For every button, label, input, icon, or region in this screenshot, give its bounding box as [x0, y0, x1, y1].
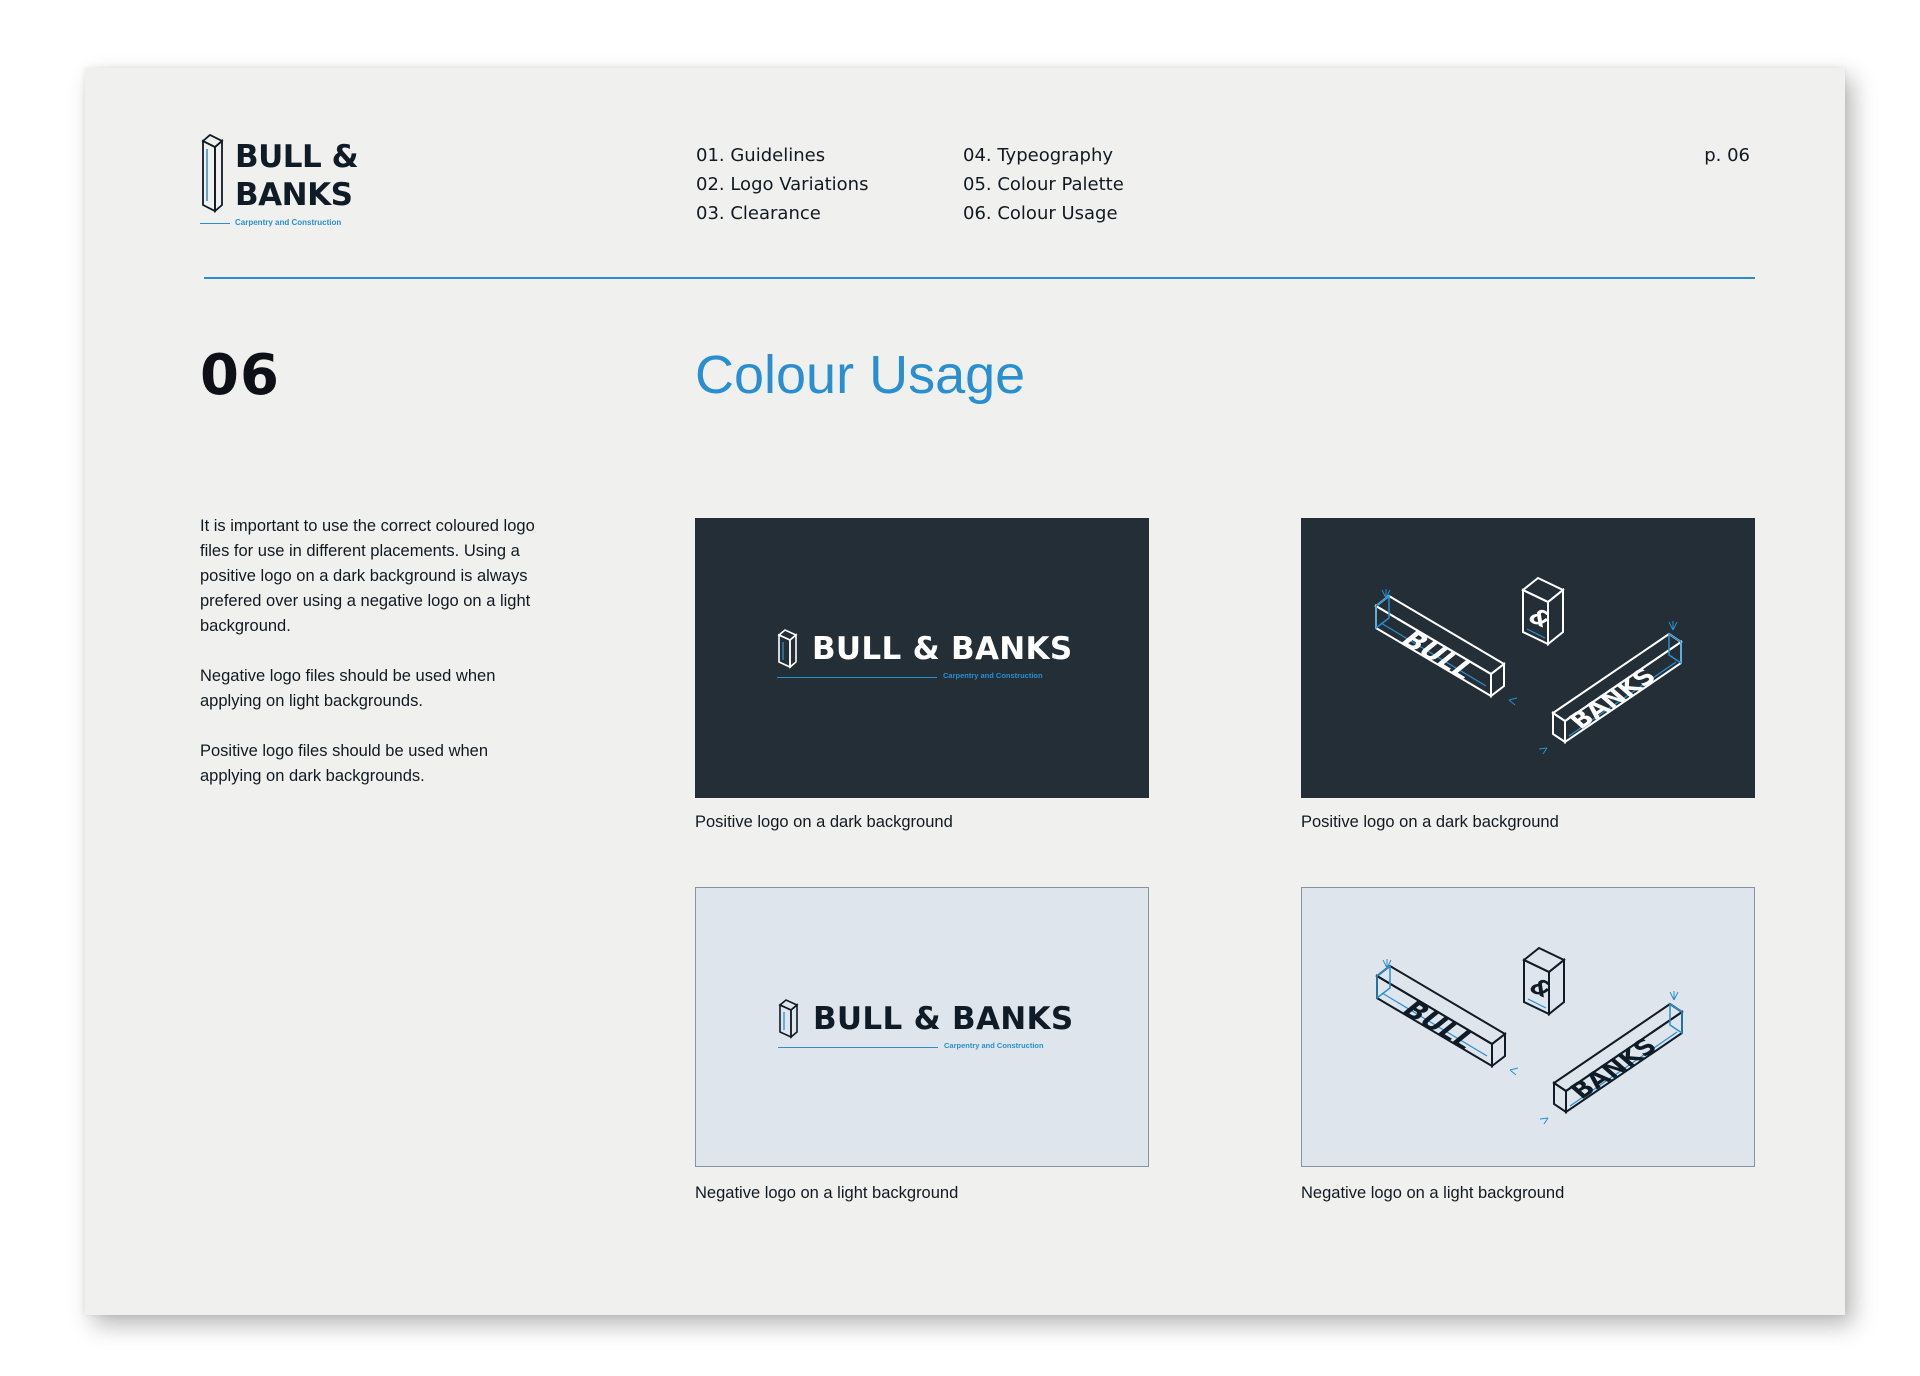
- nav-item-colour-palette[interactable]: 05. Colour Palette: [963, 174, 1124, 195]
- body-paragraph: Negative logo files should be used when applying on light backgrounds.: [200, 667, 496, 710]
- page-number: p. 06: [1704, 145, 1750, 166]
- panel-caption: Positive logo on a dark background: [1301, 813, 1559, 831]
- nav-item-guidelines[interactable]: 01. Guidelines: [696, 145, 826, 166]
- section-number: 06: [200, 343, 280, 408]
- body-paragraph: Positive logo files should be used when applying on dark backgrounds.: [200, 742, 489, 785]
- panel-caption: Negative logo on a light background: [1301, 1184, 1565, 1202]
- panel-caption: Negative logo on a light background: [695, 1184, 959, 1202]
- logo-mark-icon: [777, 629, 803, 669]
- nav-item-clearance[interactable]: 03. Clearance: [696, 203, 821, 224]
- header-divider: [204, 277, 1755, 279]
- ampersand-block-icon: [1523, 948, 1564, 1014]
- nav-column-1: [696, 141, 868, 228]
- panel-tagline: Carpentry and Construction: [943, 671, 1043, 680]
- logo-rule: [200, 223, 230, 224]
- panel-tagline: Carpentry and Construction: [944, 1041, 1044, 1050]
- isometric-blocks-illustration: [1302, 888, 1755, 1167]
- brand-name-line2: BANKS: [235, 177, 353, 213]
- block-word-bull: BULL: [1394, 996, 1483, 1055]
- panel-positive-blocks: [1301, 518, 1755, 798]
- guideline-page: [85, 68, 1845, 1315]
- banks-block-icon: [1539, 621, 1681, 754]
- block-word-ampersand: &: [1523, 974, 1558, 1003]
- block-word-banks: BANKS: [1563, 1032, 1664, 1104]
- logo-mark-icon: [778, 999, 804, 1039]
- panel-caption: Positive logo on a dark background: [695, 813, 953, 831]
- bull-block-icon: [1377, 959, 1518, 1075]
- bull-block-icon: [1376, 589, 1517, 705]
- wordmark-rule: [777, 677, 937, 678]
- panel-positive-wordmark: [695, 518, 1149, 798]
- brand-name-line1: BULL &: [235, 139, 359, 175]
- block-word-bull: BULL: [1393, 626, 1482, 685]
- block-word-ampersand: &: [1522, 604, 1557, 633]
- panel-negative-blocks: [1301, 887, 1755, 1167]
- brand-tagline: Carpentry and Construction: [235, 218, 342, 227]
- nav-column-2: [963, 141, 1124, 228]
- isometric-blocks-illustration: [1301, 518, 1755, 798]
- ampersand-block-icon: [1522, 578, 1563, 644]
- section-title: Colour Usage: [695, 345, 1026, 405]
- panel-negative-wordmark: [695, 887, 1149, 1167]
- nav-item-typeography[interactable]: 04. Typeography: [963, 145, 1114, 166]
- brand-wordmark: [235, 138, 358, 214]
- banks-block-icon: [1540, 991, 1682, 1124]
- panel-wordmark: BULL & BANKS: [813, 1001, 1074, 1037]
- logo-mark-icon: [200, 133, 226, 213]
- nav-item-colour-usage[interactable]: 06. Colour Usage: [963, 203, 1118, 224]
- nav-item-logo-variations[interactable]: 02. Logo Variations: [696, 174, 869, 195]
- brand-logo: [200, 133, 360, 233]
- block-word-banks: BANKS: [1562, 662, 1663, 734]
- wordmark-rule: [778, 1047, 938, 1048]
- body-copy: [200, 514, 540, 814]
- panel-wordmark: BULL & BANKS: [812, 631, 1073, 667]
- body-paragraph: It is important to use the correct coloured logo files for use in different placements. Using a positive logo on a dark background is always prefered over using a negative logo on a light background.: [200, 517, 535, 635]
